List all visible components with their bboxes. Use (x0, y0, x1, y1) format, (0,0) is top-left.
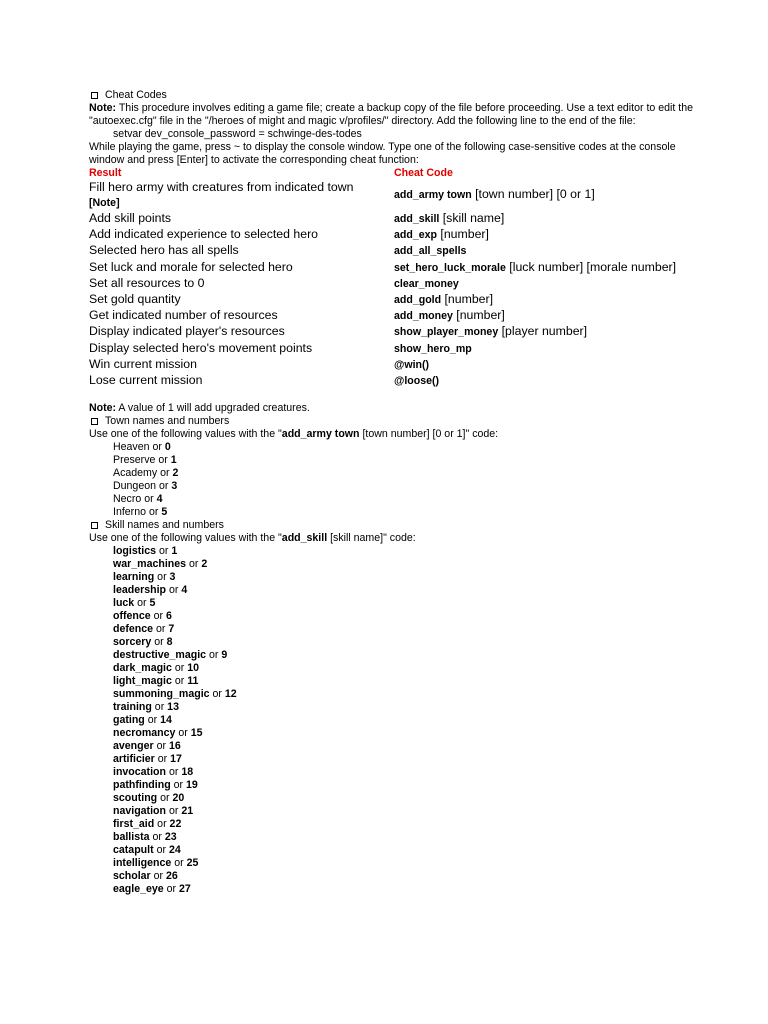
or-word: or (158, 454, 168, 467)
skill-heading-text: Skill names and numbers (105, 519, 224, 532)
result-text: Selected hero has all spells (89, 243, 239, 258)
or-word: or (173, 779, 184, 792)
or-word: or (174, 675, 185, 688)
code-line (394, 276, 459, 290)
skill-number: 22 (169, 818, 182, 831)
note-label: Note: (89, 102, 117, 114)
skill-item (113, 623, 709, 636)
skill-item (113, 727, 709, 740)
result-text: Display indicated player's resources (89, 324, 285, 339)
cheat-row (89, 243, 709, 259)
code-text: clear_money (394, 277, 459, 290)
town-number: 3 (171, 480, 178, 493)
cheat-row (89, 211, 709, 227)
code-text: @loose() (394, 375, 440, 388)
result-text: Set luck and morale for selected hero (89, 259, 293, 274)
skill-name: scholar (113, 870, 151, 883)
or-word: or (178, 727, 188, 740)
skill-name: catapult (113, 844, 154, 857)
code-args: [town number] [0 or 1] (471, 187, 595, 202)
code-line (394, 357, 429, 371)
code-cell (394, 341, 709, 357)
cheat-row (89, 357, 709, 373)
skill-number: 8 (166, 636, 173, 649)
result-cell (89, 357, 394, 373)
skill-name: dark_magic (113, 662, 172, 675)
code-text: add_army town (394, 189, 472, 202)
console-instructions: While playing the game, press ~ to display the console window. Type one of the following case-sensitive codes at the console window and press [Enter] to activate the corresponding cheat function: (89, 141, 676, 166)
cheat-codes-heading-text: Cheat Codes (105, 89, 167, 101)
result-column-header: Result (89, 167, 122, 179)
town-number: 1 (170, 454, 177, 467)
skill-number: 4 (181, 584, 188, 597)
skill-name: war_machines (113, 558, 187, 571)
skill-number: 10 (187, 662, 200, 675)
skill-name: intelligence (113, 857, 172, 870)
code-cell (394, 243, 709, 259)
skill-number: 5 (149, 597, 156, 610)
skill-name: eagle_eye (113, 883, 164, 896)
skill-name: first_aid (113, 818, 155, 831)
skill-number: 19 (186, 779, 198, 792)
or-word: or (137, 597, 147, 610)
skill-item (113, 636, 709, 649)
cheat-row (89, 341, 709, 357)
code-line (394, 187, 595, 203)
skill-item (113, 597, 709, 610)
result-cell (89, 260, 394, 276)
result-text: Fill hero army with creatures from indicated town (89, 180, 354, 194)
cheat-row (89, 260, 709, 276)
or-word: or (153, 870, 164, 883)
skill-item (113, 688, 709, 701)
skill-number: 21 (181, 805, 194, 818)
skill-number: 27 (179, 883, 191, 896)
skill-name: leadership (113, 584, 166, 597)
upgrade-note (89, 402, 709, 415)
town-number: 4 (156, 493, 163, 506)
skill-item (113, 818, 709, 831)
skill-name: artificier (113, 753, 155, 766)
code-text: show_player_money (394, 326, 499, 339)
result-cell (89, 227, 394, 243)
cheat-row (89, 373, 709, 389)
or-word: or (174, 662, 185, 675)
skill-name: light_magic (113, 675, 172, 688)
skill-item (113, 753, 709, 766)
town-item (113, 480, 709, 493)
code-args: [luck number] [morale number] (505, 259, 677, 274)
or-word: or (212, 688, 222, 701)
or-word: or (158, 545, 169, 558)
skill-item (113, 831, 709, 844)
skill-name: pathfinding (113, 779, 171, 792)
code-text: set_hero_luck_morale (394, 261, 506, 274)
console-password-command: setvar dev_console_password = schwinge-des-todes (113, 128, 362, 140)
code-args: [skill name] (439, 211, 505, 225)
or-word: or (168, 766, 179, 779)
code-cell (394, 211, 709, 227)
skill-number: 20 (172, 792, 185, 805)
code-cell (394, 180, 709, 211)
or-word: or (160, 792, 170, 805)
skill-item (113, 870, 709, 883)
code-line (394, 260, 676, 274)
code-cell (394, 227, 709, 243)
skill-item (113, 844, 709, 857)
skill-item (113, 545, 709, 558)
or-word: or (156, 740, 167, 753)
town-name: Necro (113, 493, 142, 506)
document-page (89, 89, 709, 896)
code-cell (394, 292, 709, 308)
skill-item (113, 883, 709, 896)
town-name: Academy (113, 467, 158, 480)
code-line (394, 308, 505, 322)
skill-name: navigation (113, 805, 166, 818)
skill-number: 16 (168, 740, 181, 753)
or-word: or (147, 714, 158, 727)
or-word: or (174, 857, 184, 870)
code-text: add_gold (394, 294, 442, 307)
checkbox-icon (91, 522, 98, 529)
skill-name: avenger (113, 740, 154, 753)
skill-item (113, 740, 709, 753)
result-cell (89, 211, 394, 227)
or-word: or (157, 753, 168, 766)
or-word: or (152, 441, 162, 454)
skill-number: 23 (164, 831, 177, 844)
code-line (394, 243, 466, 257)
town-heading (89, 415, 709, 428)
code-cell (394, 260, 709, 276)
skill-item (113, 701, 709, 714)
cheat-row (89, 276, 709, 292)
checkbox-icon (91, 92, 98, 99)
skill-number: 24 (168, 844, 181, 857)
town-intro-code: add_army town (281, 428, 360, 441)
result-cell (89, 308, 394, 324)
cheat-row (89, 308, 709, 324)
result-text: Lose current mission (89, 373, 203, 388)
skill-number: 18 (181, 766, 194, 779)
town-name: Preserve (113, 454, 156, 467)
skill-item (113, 714, 709, 727)
or-word: or (144, 493, 154, 506)
code-line (394, 292, 493, 306)
checkbox-icon (91, 418, 98, 425)
skill-item (113, 675, 709, 688)
code-cell (394, 308, 709, 324)
note-text: This procedure involves editing a game file; create a backup copy of the file before proceeding. Use a text editor to edit the "autoexec.cfg" file in the "/heroes of might and magic v/profiles/" directory. Add the following line to the end of the file: (89, 102, 693, 127)
skill-list (89, 545, 709, 896)
result-text: Add skill points (89, 211, 172, 225)
or-word: or (152, 831, 162, 844)
town-item (113, 506, 709, 519)
code-text: @win() (394, 358, 430, 371)
or-word: or (156, 844, 166, 857)
result-text: Set gold quantity (89, 292, 181, 307)
town-item (113, 454, 709, 467)
town-intro-post: [town number] [0 or 1]" code: (359, 428, 499, 441)
skill-number: 6 (166, 610, 172, 623)
skill-intro-pre: Use one of the following values with the " (89, 532, 282, 545)
or-word: or (154, 701, 165, 714)
code-line (394, 211, 504, 225)
code-cell (394, 324, 709, 340)
cheat-row (89, 324, 709, 340)
skill-name: luck (113, 597, 135, 610)
result-cell (89, 324, 394, 340)
skill-number: 3 (169, 571, 176, 584)
town-list (89, 441, 709, 519)
skill-item (113, 662, 709, 675)
code-line (394, 373, 439, 387)
or-word: or (157, 571, 167, 584)
skill-number: 25 (186, 857, 199, 870)
or-word: or (209, 649, 219, 662)
skill-intro (89, 532, 709, 545)
code-text: add_exp (394, 229, 437, 242)
skill-name: destructive_magic (113, 649, 207, 662)
town-item (113, 493, 709, 506)
cheat-codes-heading (89, 89, 709, 102)
or-word: or (166, 883, 177, 896)
result-text: Set all resources to 0 (89, 275, 205, 290)
result-cell (89, 292, 394, 308)
or-word: or (153, 610, 164, 623)
town-number: 5 (161, 506, 168, 519)
skill-item (113, 649, 709, 662)
skill-number: 2 (201, 558, 208, 571)
code-line (394, 341, 472, 355)
skill-item (113, 584, 709, 597)
skill-item (113, 792, 709, 805)
code-args: [number] (441, 292, 494, 307)
code-line (394, 324, 587, 338)
skill-name: sorcery (113, 636, 152, 649)
skill-name: summoning_magic (113, 688, 210, 701)
note2-label: Note: (89, 402, 117, 415)
note2-text: A value of 1 will add upgraded creatures. (116, 402, 310, 415)
town-item (113, 441, 709, 454)
code-column-header: Cheat Code (394, 167, 453, 179)
skill-number: 12 (224, 688, 237, 701)
code-cell (394, 357, 709, 373)
result-cell (89, 243, 394, 259)
result-cell (89, 341, 394, 357)
skill-name: offence (113, 610, 151, 623)
skill-name: invocation (113, 766, 166, 779)
result-cell (89, 180, 394, 211)
skill-name: logistics (113, 545, 156, 558)
town-intro-pre: Use one of the following values with the " (89, 428, 282, 441)
or-word: or (148, 506, 159, 519)
result-text: Add indicated experience to selected hero (89, 227, 319, 242)
code-args: [player number] (498, 324, 588, 339)
skill-name: training (113, 701, 152, 714)
town-number: 0 (164, 441, 171, 454)
skill-name: ballista (113, 831, 150, 844)
or-word: or (168, 584, 179, 597)
result-cell (89, 373, 394, 389)
cheat-row (89, 292, 709, 308)
or-word: or (188, 558, 199, 571)
skill-item (113, 779, 709, 792)
skill-name: gating (113, 714, 145, 727)
code-cell (394, 373, 709, 389)
town-number: 2 (172, 467, 179, 480)
or-word: or (160, 467, 170, 480)
town-heading-text: Town names and numbers (105, 415, 230, 428)
code-line (394, 227, 489, 241)
skill-number: 9 (221, 649, 228, 662)
skill-number: 14 (160, 714, 172, 727)
or-word: or (154, 636, 164, 649)
town-intro (89, 428, 709, 441)
skill-number: 26 (166, 870, 178, 883)
result-text: Win current mission (89, 356, 197, 371)
code-text: add_skill (394, 213, 440, 225)
town-item (113, 467, 709, 480)
or-word: or (156, 623, 166, 636)
skill-intro-post: [skill name]" code: (327, 532, 416, 545)
skill-number: 1 (171, 545, 178, 558)
code-cell (394, 276, 709, 292)
skill-name: defence (113, 623, 154, 636)
result-text: Get indicated number of resources (89, 308, 278, 323)
skill-item (113, 610, 709, 623)
code-args: [number] (452, 308, 505, 323)
cheat-table (89, 167, 709, 389)
town-name: Dungeon (113, 480, 157, 493)
skill-heading (89, 519, 709, 532)
skill-item (113, 766, 709, 779)
code-args: [number] (436, 227, 489, 242)
skill-number: 7 (168, 623, 175, 636)
code-text: add_money (394, 310, 453, 323)
result-text: Display selected hero's movement points (89, 340, 313, 355)
or-word: or (157, 818, 167, 831)
or-word: or (168, 805, 179, 818)
result-note: [Note] (89, 197, 120, 209)
editing-note (89, 102, 709, 128)
skill-number: 17 (170, 753, 182, 766)
cheat-table-header (89, 167, 709, 180)
code-text: add_all_spells (394, 245, 467, 258)
skill-name: scouting (113, 792, 158, 805)
code-text: show_hero_mp (394, 342, 472, 355)
cheat-row (89, 180, 709, 211)
skill-name: learning (113, 571, 155, 584)
skill-number: 15 (190, 727, 203, 740)
cheat-row (89, 227, 709, 243)
town-name: Inferno (113, 506, 146, 519)
skill-item (113, 571, 709, 584)
result-cell (89, 276, 394, 292)
skill-item (113, 558, 709, 571)
skill-number: 13 (167, 701, 179, 714)
skill-name: necromancy (113, 727, 176, 740)
skill-item (113, 805, 709, 818)
skill-item (113, 857, 709, 870)
skill-number: 11 (187, 675, 199, 688)
town-name: Heaven (113, 441, 150, 454)
skill-intro-code: add_skill (281, 532, 328, 545)
or-word: or (158, 480, 169, 493)
